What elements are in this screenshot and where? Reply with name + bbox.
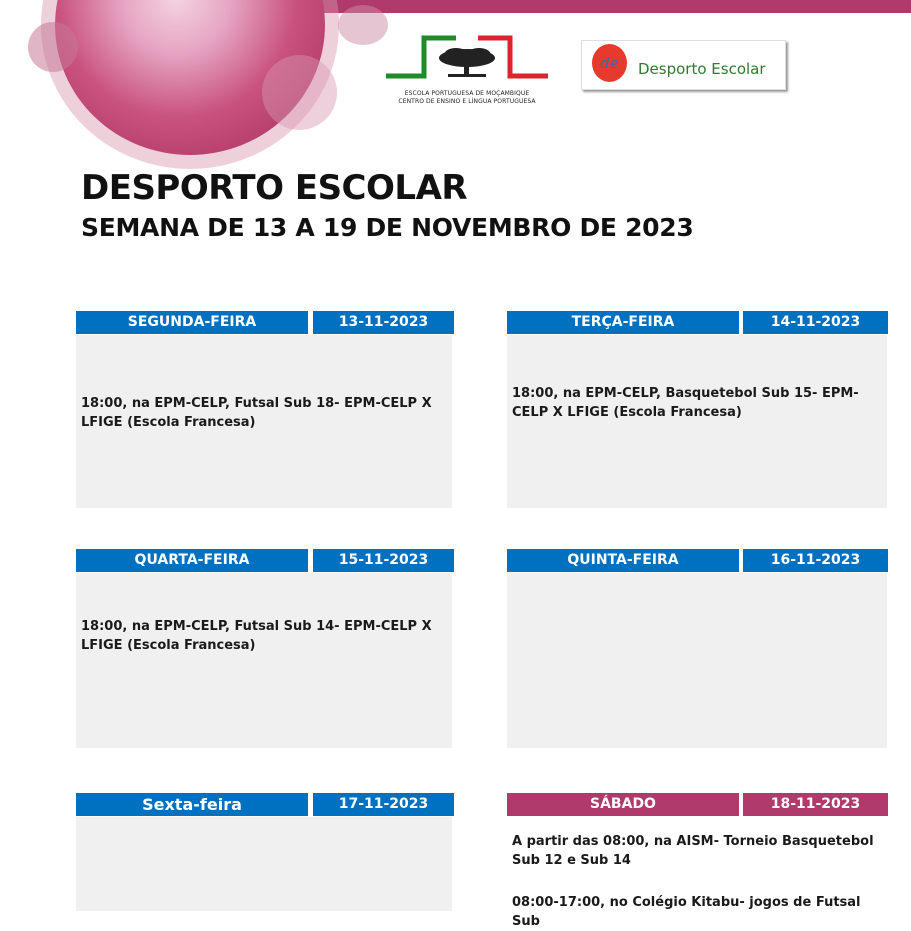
decorative-bubble [262,55,337,130]
event-text-monday: 18:00, na EPM-CELP, Futsal Sub 18- EPM-CELP X LFIGE (Escola Francesa) [81,396,432,430]
page-title: DESPORTO ESCOLAR [81,168,468,208]
de-logo-text: Desporto Escolar [638,60,766,78]
day-header-monday: SEGUNDA-FEIRA [76,311,308,334]
day-header-saturday: SÁBADO [507,793,739,816]
school-logo [384,30,550,110]
school-name-line2: CENTRO DE ENSINO E LÍNGUA PORTUGUESA [398,98,536,105]
event-text-saturday: A partir das 08:00, na AISM- Torneio Basquetebol Sub 12 e Sub 14 [512,834,874,868]
event-text-wednesday: 18:00, na EPM-CELP, Futsal Sub 14- EPM-CELP X LFIGE (Escola Francesa) [81,619,432,653]
de-logo-icon: de [592,44,627,82]
page-subtitle: SEMANA DE 13 A 19 DE NOVEMBRO DE 2023 [81,213,694,242]
day-header-tuesday: TERÇA-FEIRA [507,311,739,334]
day-box-wednesday [76,573,452,748]
day-box-thursday [507,573,887,748]
date-header-tuesday: 14-11-2023 [743,311,888,334]
date-header-friday: 17-11-2023 [313,793,454,816]
desporto-escolar-logo [581,40,786,90]
school-name-line1: ESCOLA PORTUGUESA DE MOÇAMBIQUE [404,90,530,97]
day-header-wednesday: QUARTA-FEIRA [76,549,308,572]
date-header-saturday: 18-11-2023 [743,793,888,816]
day-box-friday [76,817,452,911]
top-accent-bar [300,0,911,13]
day-header-friday: Sexta-feira [76,793,308,816]
event-text-saturday-2: 08:00-17:00, no Colégio Kitabu- jogos de Futsal Sub [512,895,861,929]
date-header-wednesday: 15-11-2023 [313,549,454,572]
decorative-bubble [28,22,78,72]
decorative-bubble [338,5,388,45]
tree-emblem-icon [384,30,550,88]
day-header-thursday: QUINTA-FEIRA [507,549,739,572]
date-header-thursday: 16-11-2023 [743,549,888,572]
event-text-tuesday: 18:00, na EPM-CELP, Basquetebol Sub 15- EPM-CELP X LFIGE (Escola Francesa) [512,386,859,420]
date-header-monday: 13-11-2023 [313,311,454,334]
